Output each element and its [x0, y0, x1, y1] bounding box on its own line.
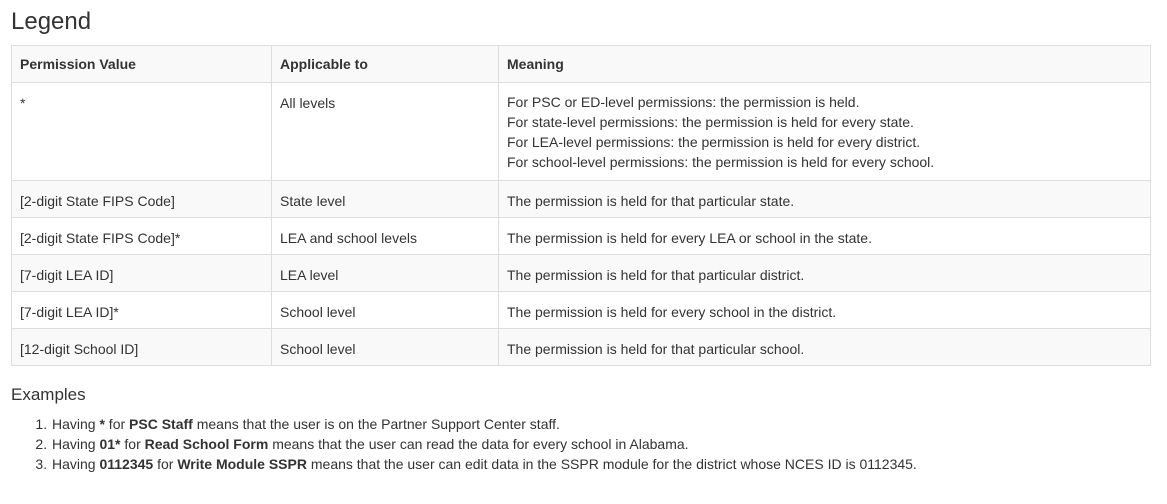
- example-text: for: [120, 436, 145, 452]
- example-permission: Write Module SSPR: [177, 456, 307, 472]
- permission-value-cell: *: [12, 83, 272, 181]
- example-text: Having: [52, 416, 100, 432]
- example-text: means that the user can read the data for every school in Alabama.: [268, 436, 689, 452]
- meaning-cell: The permission is held for that particular state.: [499, 181, 1151, 218]
- applicable-to-cell: State level: [272, 181, 499, 218]
- example-code: 01*: [99, 436, 121, 452]
- applicable-to-cell: LEA level: [272, 255, 499, 292]
- example-item: [51, 414, 917, 434]
- table-row: [12, 329, 1151, 366]
- permission-value-cell: [7-digit LEA ID]*: [12, 292, 272, 329]
- example-permission: PSC Staff: [129, 416, 193, 432]
- table-row: [12, 218, 1151, 255]
- example-code: 0112345: [99, 456, 154, 472]
- example-code: *: [99, 416, 105, 432]
- permission-value-cell: [2-digit State FIPS Code]: [12, 181, 272, 218]
- meaning-cell: The permission is held for that particular school.: [499, 329, 1151, 366]
- applicable-to-cell: LEA and school levels: [272, 218, 499, 255]
- example-text: for: [153, 456, 178, 472]
- meaning-line: For PSC or ED-level permissions: the permission is held.: [507, 94, 860, 110]
- header-permission-value: Permission Value: [12, 46, 272, 83]
- example-text: means that the user can edit data in the SSPR module for the district whose NCES ID is 0112345.: [306, 456, 917, 472]
- header-meaning: Meaning: [499, 46, 1151, 83]
- permission-value-cell: [12-digit School ID]: [12, 329, 272, 366]
- permission-value-cell: [2-digit State FIPS Code]*: [12, 218, 272, 255]
- example-text: means that the user is on the Partner Support Center staff.: [192, 416, 560, 432]
- meaning-cell: The permission is held for that particular district.: [499, 255, 1151, 292]
- example-text: for: [104, 416, 130, 432]
- permission-value-cell: [7-digit LEA ID]: [12, 255, 272, 292]
- examples-list: [12, 414, 917, 474]
- applicable-to-cell: School level: [272, 292, 499, 329]
- applicable-to-cell: School level: [272, 329, 499, 366]
- legend-table: [11, 45, 1151, 366]
- table-row: [12, 83, 1151, 181]
- meaning-line: For LEA-level permissions: the permission is held for every district.: [507, 134, 921, 150]
- meaning-line: For state-level permissions: the permission is held for every state.: [507, 114, 914, 130]
- example-item: [51, 434, 917, 454]
- table-row: [12, 292, 1151, 329]
- table-row: [12, 255, 1151, 292]
- legend-title: Legend: [11, 8, 92, 35]
- table-header-row: [12, 46, 1151, 83]
- example-permission: Read School Form: [144, 436, 269, 452]
- meaning-line: For school-level permissions: the permission is held for every school.: [507, 154, 935, 170]
- applicable-to-cell: All levels: [272, 83, 499, 181]
- table-row: [12, 181, 1151, 218]
- example-item: [51, 454, 917, 474]
- meaning-cell: The permission is held for every school in the district.: [499, 292, 1151, 329]
- meaning-cell: The permission is held for every LEA or school in the state.: [499, 218, 1151, 255]
- meaning-cell: [499, 83, 1151, 181]
- header-applicable-to: Applicable to: [272, 46, 499, 83]
- example-text: Having: [52, 436, 100, 452]
- example-text: Having: [52, 456, 100, 472]
- examples-title: Examples: [11, 385, 86, 404]
